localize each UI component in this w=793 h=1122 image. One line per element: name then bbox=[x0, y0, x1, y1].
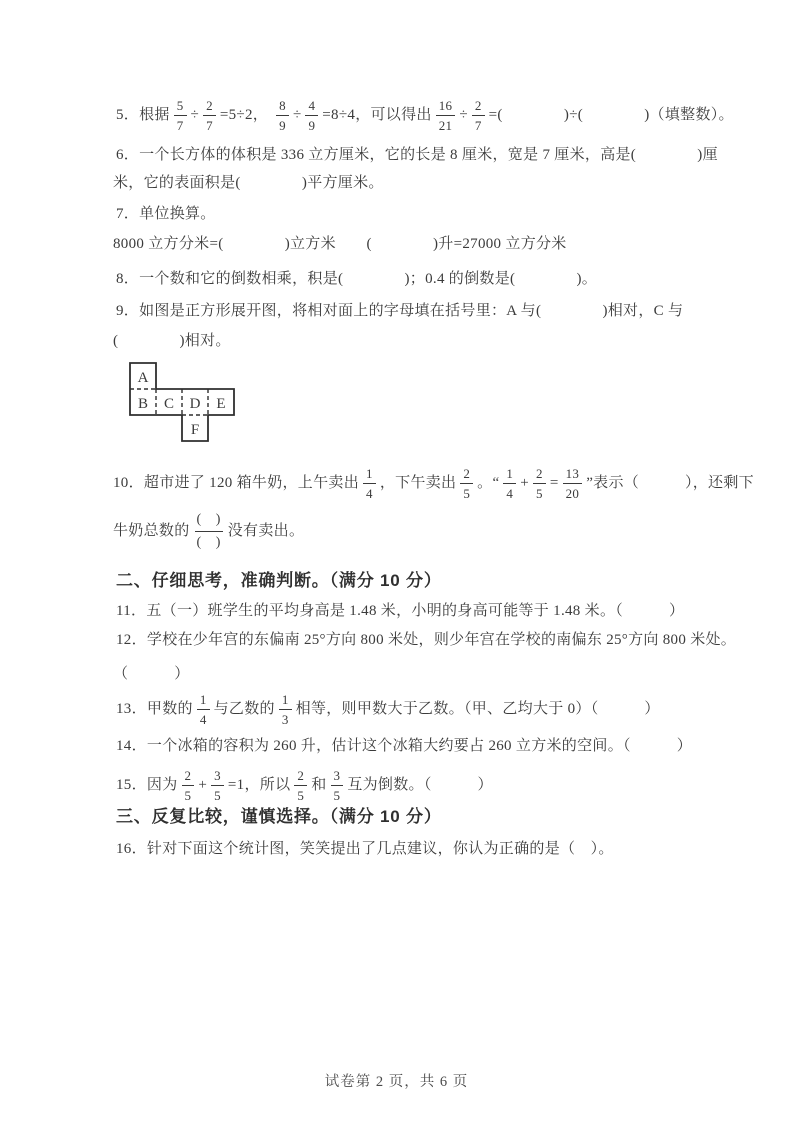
section-2-title bbox=[116, 565, 442, 595]
question-6-line-2 bbox=[113, 168, 384, 198]
equals-sign: = bbox=[549, 474, 559, 491]
question-10-text: 10．超市进了 120 箱牛奶，上午卖出 bbox=[113, 474, 360, 491]
question-10-blank: ”表示（ ），还剩下 bbox=[586, 474, 754, 491]
question-6-line-1 bbox=[116, 140, 718, 170]
section-3-title bbox=[116, 801, 442, 831]
question-9-blank: ( )相对。 bbox=[113, 332, 231, 349]
question-14-text: 14．一个冰箱的容积为 260 升，估计这个冰箱大约要占 260 立方米的空间。（ ） bbox=[116, 737, 693, 754]
question-9-line-2 bbox=[113, 326, 231, 356]
net-face-label-f: F bbox=[190, 422, 200, 438]
question-5 bbox=[116, 92, 734, 138]
fraction: $\frac{16}{21}$ bbox=[436, 98, 456, 133]
section-2-title-text: 二、仔细思考，准确判断。（满分 10 分） bbox=[116, 570, 442, 590]
question-15-text: =1，所以 bbox=[227, 776, 291, 793]
fraction: $\frac{3}{5}$ bbox=[331, 768, 344, 803]
fraction: $\frac{2}{7}$ bbox=[472, 98, 485, 133]
question-7-conversion: 8000 立方分米=( )立方米 ( )升=27000 立方分米 bbox=[113, 235, 567, 252]
fraction: $\frac{1}{4}$ bbox=[503, 466, 516, 501]
question-10-text: ，下午卖出 bbox=[379, 474, 457, 491]
plus-sign: + bbox=[520, 474, 529, 491]
question-6-text: 6．一个长方体的体积是 336 立方厘米，它的长是 8 厘米，宽是 7 厘米，高是( )厘 bbox=[116, 146, 718, 163]
question-12-blank: （ ） bbox=[113, 665, 190, 682]
question-5-text: =8÷4，可以得出 bbox=[322, 106, 432, 123]
question-7-line-2 bbox=[113, 229, 567, 259]
fraction: $\frac{1}{4}$ bbox=[197, 692, 210, 727]
question-6-text: 米，它的表面积是( )平方厘米。 bbox=[113, 174, 384, 191]
net-face-label-c: C bbox=[163, 396, 175, 412]
fraction: $\frac{8}{9}$ bbox=[276, 98, 289, 133]
fraction: $\frac{5}{7}$ bbox=[174, 98, 187, 133]
question-15-blank: 互为倒数。（ ） bbox=[347, 776, 493, 793]
fraction: $\frac{13}{20}$ bbox=[563, 466, 583, 501]
net-face-label-b: B bbox=[137, 396, 149, 412]
question-16-text: 16．针对下面这个统计图，笑笑提出了几点建议，你认为正确的是（ ）。 bbox=[116, 840, 614, 857]
question-10-line-2 bbox=[113, 503, 304, 559]
fraction: $\frac{4}{9}$ bbox=[305, 98, 318, 133]
fraction: $\frac{2}{5}$ bbox=[460, 466, 473, 501]
question-16 bbox=[116, 834, 614, 864]
question-13-text: 13．甲数的 bbox=[116, 700, 193, 717]
division-sign: ÷ bbox=[190, 106, 200, 123]
blank-fraction: $\frac{( )}{( )}$ bbox=[196, 511, 221, 550]
question-5-blank: =( )÷( )（填整数）。 bbox=[488, 106, 734, 123]
question-5-text: =5÷2， bbox=[219, 106, 273, 123]
fraction: $\frac{3}{5}$ bbox=[211, 768, 224, 803]
question-13-blank: 相等，则甲数大于乙数。（甲、乙均大于 0）（ ） bbox=[295, 700, 660, 717]
question-11 bbox=[116, 596, 684, 626]
question-13-text: 与乙数的 bbox=[213, 700, 275, 717]
question-10-text: 牛奶总数的 bbox=[113, 522, 190, 539]
fraction: $\frac{2}{5}$ bbox=[533, 466, 546, 501]
question-9-line-1 bbox=[116, 296, 683, 326]
question-8-text: 8．一个数和它的倒数相乘，积是( )；0.4 的倒数是( )。 bbox=[116, 270, 598, 287]
page-footer bbox=[0, 1070, 793, 1091]
question-15-text: 和 bbox=[311, 776, 327, 793]
cube-net-diagram bbox=[129, 362, 235, 442]
question-11-text: 11．五（一）班学生的平均身高是 1.48 米，小明的身高可能等于 1.48 米。（ ） bbox=[116, 602, 685, 619]
fraction: $\frac{1}{4}$ bbox=[363, 466, 376, 501]
question-12-line-2 bbox=[113, 659, 190, 689]
question-5-text: 5．根据 bbox=[116, 106, 170, 123]
division-sign: ÷ bbox=[292, 106, 302, 123]
fraction: $\frac{2}{5}$ bbox=[294, 768, 307, 803]
question-9-text: 9．如图是正方形展开图，将相对面上的字母填在括号里：A 与( )相对，C 与 bbox=[116, 302, 684, 319]
question-10-text: 。“ bbox=[477, 474, 500, 491]
fraction: $\frac{1}{3}$ bbox=[279, 692, 292, 727]
plus-sign: + bbox=[198, 776, 208, 793]
division-sign: ÷ bbox=[459, 106, 468, 123]
question-12-line-1 bbox=[116, 625, 736, 655]
question-15-text: 15．因为 bbox=[116, 776, 178, 793]
net-face-label-a: A bbox=[137, 370, 149, 386]
section-3-title-text: 三、反复比较，谨慎选择。（满分 10 分） bbox=[116, 806, 442, 826]
fraction: $\frac{2}{7}$ bbox=[203, 98, 216, 133]
question-7-line-1 bbox=[116, 199, 216, 229]
question-10-text: 没有卖出。 bbox=[227, 522, 305, 539]
page-number-text: 试卷第 2 页，共 6 页 bbox=[324, 1074, 469, 1090]
question-7-text: 7．单位换算。 bbox=[116, 205, 216, 222]
fraction: $\frac{2}{5}$ bbox=[182, 768, 195, 803]
net-face-label-d: D bbox=[189, 396, 201, 412]
question-10-line-1 bbox=[113, 460, 754, 506]
net-face-label-e: E bbox=[216, 396, 226, 412]
question-12-text: 12．学校在少年宫的东偏南 25°方向 800 米处，则少年宫在学校的南偏东 25°方向 800 米处。 bbox=[116, 631, 737, 648]
question-13 bbox=[116, 686, 660, 732]
question-8 bbox=[116, 264, 597, 294]
question-14 bbox=[116, 731, 692, 761]
